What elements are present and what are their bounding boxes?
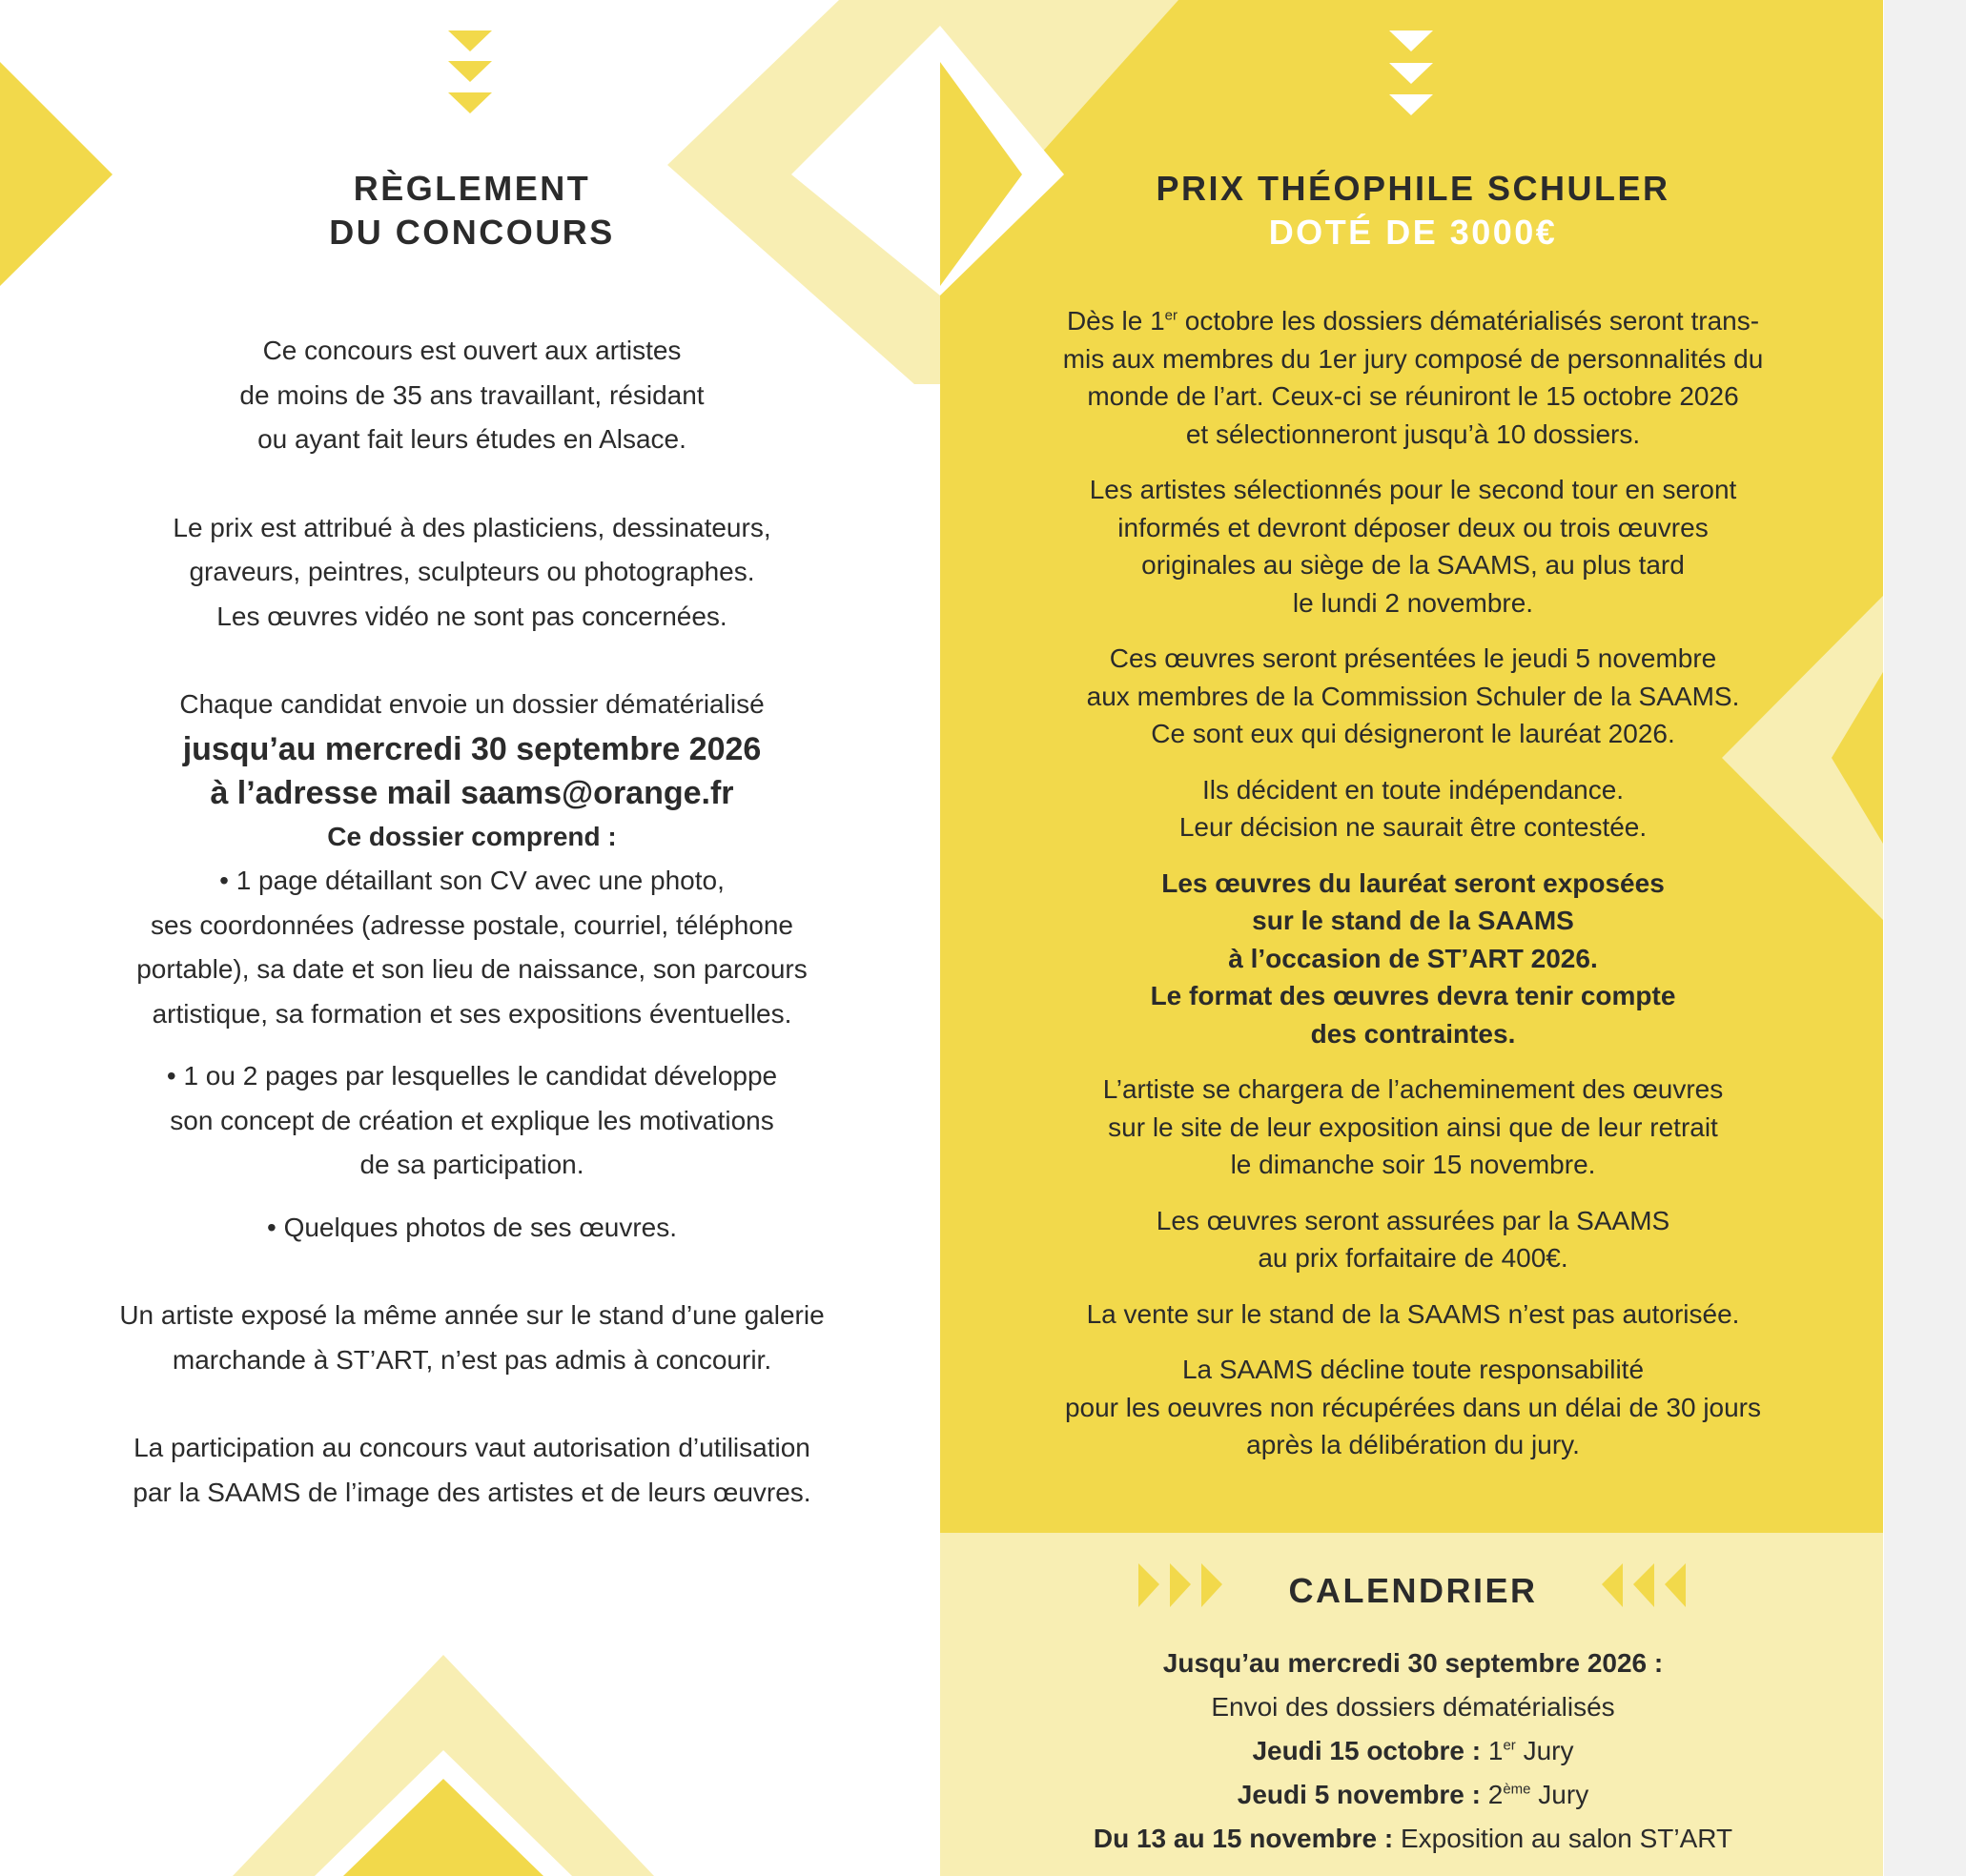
calendar-entry-second-jury: Jeudi 5 novembre : 2ème Jury [1237, 1780, 1589, 1809]
commission-text: Ces œuvres seront présentées le jeudi 5 novembre aux membres de la Commission Schuler de la SAAMS. Ce sont eux qui désigneront le lauréat 2026. [1086, 643, 1740, 748]
rules-body [67, 329, 877, 1515]
prize-title [1011, 167, 1815, 255]
triple-down-arrow-icon [448, 31, 492, 113]
exhibition-text: Les œuvres du lauréat seront exposées sur le stand de la SAAMS à l’occasion de ST’ART 2026. Le format des œuvres devra tenir compte des contraintes. [1150, 867, 1676, 1049]
liability-text: La SAAMS décline toute responsabilité pour les oeuvres non récupérées dans un délai de 30 jours après la délibération du jury. [1064, 1355, 1762, 1459]
prize-amount: DOTÉ DE 3000€ [1268, 213, 1558, 252]
first-jury-text: Dès le 1er octobre les dossiers dématérialisés seront trans- mis aux membres du 1er jury composé de personnalités du monde de l’art. Ceux-ci se réuniront le 15 octobre 2026 et sélectionneront jusqu’à 10 dossiers. [1062, 306, 1764, 449]
rules-title-line1: RÈGLEMENT [353, 169, 591, 208]
calendar-entry-deadline-desc: Envoi des dossiers dématérialisés [1211, 1692, 1615, 1722]
rules-title [67, 167, 877, 255]
calendar-entry-first-jury: Jeudi 15 octobre : 1er Jury [1252, 1736, 1574, 1765]
eligibility-text: Ce concours est ouvert aux artistes de moins de 35 ans travaillant, résidant ou ayant fait leurs études en Alsace. [239, 336, 705, 454]
calendar-entry-exhibition: Du 13 au 15 novembre : Exposition au salon ST’ART [1093, 1824, 1733, 1853]
second-round-text: Les artistes sélectionnés pour le second tour en seront informés et devront déposer deux ou trois œuvres originales au siège de la SAAMS, au plus tard le lundi 2 novembre. [1089, 475, 1737, 618]
prize-body [1011, 302, 1815, 1482]
calendar-list [1011, 1642, 1815, 1861]
dossier-item-concept: • 1 ou 2 pages par lesquelles le candidat développe son concept de création et explique les motivations de sa participation. [166, 1061, 778, 1179]
dossier-item-photos: • Quelques photos de ses œuvres. [266, 1212, 678, 1242]
submission-text: Chaque candidat envoie un dossier dématérialisé [179, 689, 765, 719]
scrollbar[interactable] [1884, 0, 1966, 1876]
sale-text: La vente sur le stand de la SAAMS n’est pas autorisée. [1086, 1298, 1740, 1329]
calendar-title: CALENDRIER [1288, 1571, 1538, 1610]
independence-text: Ils décident en toute indépendance. Leur décision ne saurait être contestée. [1178, 774, 1648, 842]
calendar-entry-deadline: Jusqu’au mercredi 30 septembre 2026 : [1162, 1648, 1664, 1678]
email-text: à l’adresse mail saams@orange.fr [210, 774, 734, 811]
gallery-exclusion-text: Un artiste exposé la même année sur le stand d’une galerie marchande à ST’ART, n’est pas admis à concourir. [119, 1300, 825, 1375]
disciplines-text: Le prix est attribué à des plasticiens, dessinateurs, graveurs, peintres, sculpteurs ou photographes. Les œuvres vidéo ne sont pas concernées. [173, 512, 771, 631]
dossier-item-cv: • 1 page détaillant son CV avec une photo, ses coordonnées (adresse postale, courriel, téléphone portable), sa date et son lieu de naissance, son parcours artistique, sa formation et ses expositions éventuelles. [136, 866, 808, 1029]
rules-title-line2: DU CONCOURS [329, 213, 615, 252]
transport-text: L’artiste se chargera de l’acheminement des œuvres sur le site de leur exposition ainsi que de leur retrait le dimanche soir 15 novembre. [1102, 1074, 1724, 1179]
prize-title-line1: PRIX THÉOPHILE SCHULER [1156, 169, 1670, 208]
deadline-text: jusqu’au mercredi 30 septembre 2026 [182, 730, 762, 767]
triple-down-arrow-icon [1389, 31, 1433, 115]
dossier-heading: Ce dossier comprend : [327, 821, 617, 851]
image-rights-text: La participation au concours vaut autorisation d’utilisation par la SAAMS de l’image des artistes et de leurs œuvres. [133, 1433, 811, 1507]
insurance-text: Les œuvres seront assurées par la SAAMS au prix forfaitaire de 400€. [1156, 1205, 1670, 1273]
